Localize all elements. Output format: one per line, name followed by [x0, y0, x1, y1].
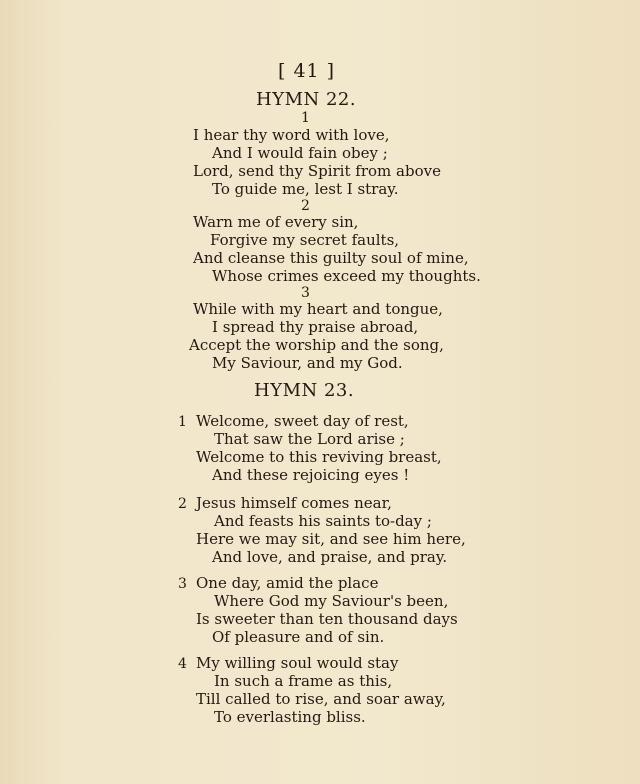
hymn-22-stanza-1-line-1: I hear thy word with love, [193, 126, 390, 144]
hymn-22-stanza-3-line-3: Accept the worship and the song, [189, 336, 444, 354]
hymn-23-stanza-3-line-4: Of pleasure and of sin. [212, 628, 385, 646]
hymn-23-stanza-2-number: 2 [178, 496, 187, 512]
hymn-23-stanza-2-line-1: Jesus himself comes near, [196, 494, 392, 512]
hymn-23-stanza-2-line-3: Here we may sit, and see him here, [196, 530, 466, 548]
hymn-23-stanza-3-line-1: One day, amid the place [196, 574, 379, 592]
hymn-22-stanza-1-line-2: And I would fain obey ; [212, 144, 388, 162]
hymn-23-stanza-4-number: 4 [178, 656, 187, 672]
page-number: [ 41 ] [278, 60, 336, 82]
hymn-22-stanza-3-number: 3 [301, 285, 310, 301]
hymn-23-stanza-2-line-4: And love, and praise, and pray. [212, 548, 448, 566]
hymn-23-stanza-1-line-4: And these rejoicing eyes ! [212, 466, 410, 484]
hymn-22-stanza-2-line-3: And cleanse this guilty soul of mine, [193, 249, 469, 267]
hymn-23-stanza-1-line-1: Welcome, sweet day of rest, [196, 412, 409, 430]
hymn-23-stanza-3-line-2: Where God my Saviour's been, [214, 592, 449, 610]
hymn-22-stanza-1-line-3: Lord, send thy Spirit from above [193, 162, 441, 180]
hymn-22-title: HYMN 22. [256, 89, 357, 110]
hymn-22-stanza-3-line-1: While with my heart and tongue, [193, 300, 443, 318]
hymn-22-stanza-3-line-4: My Saviour, and my God. [212, 354, 403, 372]
hymn-23-stanza-3-line-3: Is sweeter than ten thousand days [196, 610, 458, 628]
hymn-23-stanza-4-line-1: My willing soul would stay [196, 654, 399, 672]
hymn-22-stanza-2-line-1: Warn me of every sin, [193, 213, 359, 231]
hymn-22-stanza-2-line-4: Whose crimes exceed my thoughts. [212, 267, 481, 285]
hymn-23-title: HYMN 23. [254, 380, 355, 401]
hymn-23-stanza-4-line-2: In such a frame as this, [214, 672, 393, 690]
hymn-22-stanza-2-line-2: Forgive my secret faults, [210, 231, 400, 249]
hymn-23-stanza-3-number: 3 [178, 576, 187, 592]
hymn-23-stanza-1-number: 1 [178, 414, 187, 430]
hymn-22-stanza-1-number: 1 [301, 110, 310, 126]
hymn-23-stanza-4-line-4: To everlasting bliss. [214, 708, 366, 726]
hymn-23-stanza-4-line-3: Till called to rise, and soar away, [196, 690, 446, 708]
hymn-22-stanza-2-number: 2 [301, 198, 310, 214]
hymn-23-stanza-1-line-3: Welcome to this reviving breast, [196, 448, 442, 466]
hymn-23-stanza-2-line-2: And feasts his saints to-day ; [214, 512, 432, 530]
hymn-23-stanza-1-line-2: That saw the Lord arise ; [214, 430, 405, 448]
hymn-22-stanza-3-line-2: I spread thy praise abroad, [212, 318, 419, 336]
hymn-22-stanza-1-line-4: To guide me, lest I stray. [212, 180, 399, 198]
